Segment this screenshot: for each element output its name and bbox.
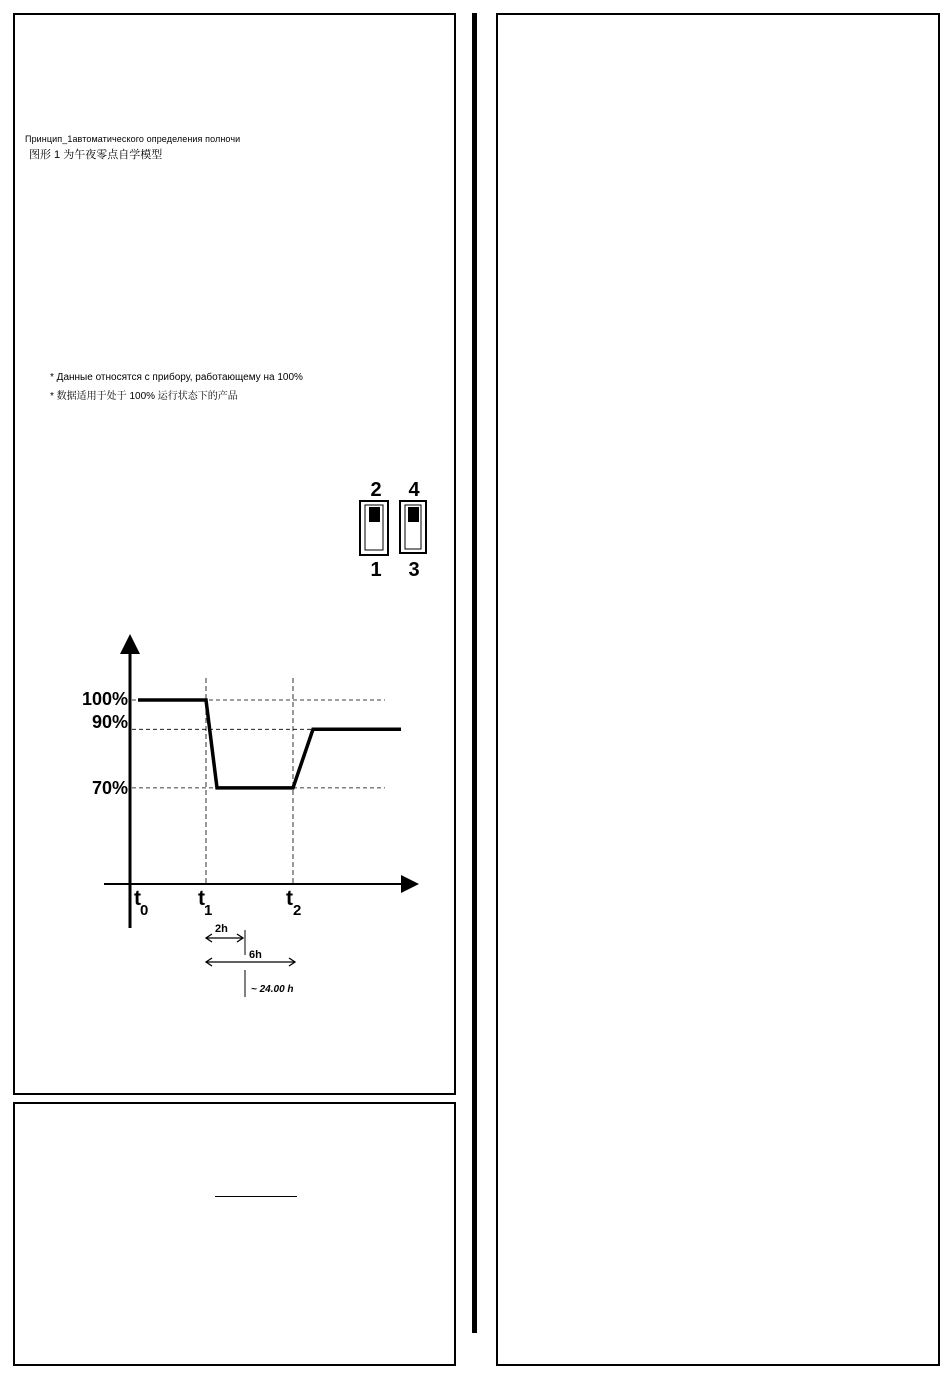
duration-2h <box>206 923 245 955</box>
duration-6h <box>206 949 295 966</box>
dip-label-4: 4 <box>408 479 420 501</box>
y-tick-label: 100% <box>81 689 128 709</box>
x-tick-label-t1 <box>198 887 212 919</box>
svg-text:1: 1 <box>204 902 213 919</box>
dip-label-2: 2 <box>370 479 382 501</box>
dip-label-1: 1 <box>370 559 382 581</box>
time-markers <box>206 678 293 884</box>
y-tick-label: 90% <box>91 712 128 732</box>
series-line <box>138 700 401 788</box>
y-tick-label: 70% <box>91 778 128 798</box>
x-tick-label-t0 <box>134 887 148 919</box>
svg-text:t: t <box>198 887 205 910</box>
svg-text:2: 2 <box>293 902 302 919</box>
gridlines <box>132 700 385 788</box>
svg-text:2h: 2h <box>215 923 228 935</box>
svg-text:~ 24.00 h: ~ 24.00 h <box>251 984 294 995</box>
svg-text:t: t <box>286 887 293 910</box>
svg-text:6h: 6h <box>249 949 262 961</box>
y-axis-arrowhead <box>120 634 140 654</box>
russian-heading: Принцип_1автоматического определения полночи <box>25 134 241 144</box>
svg-text:0: 0 <box>140 902 149 919</box>
x-axis-arrowhead <box>401 875 419 893</box>
chinese-footnote: * 数据适用于处于 100% 运行状态下的产品 <box>50 391 238 402</box>
svg-text:t: t <box>134 887 141 910</box>
chinese-heading: 图形 1 为午夜零点自学模型 <box>29 149 163 161</box>
dip-label-3: 3 <box>408 559 420 581</box>
russian-footnote: * Данные относятся с прибору, работающему на 100% <box>50 372 303 383</box>
x-tick-label-t2 <box>286 887 301 919</box>
duration-24h <box>245 970 294 997</box>
